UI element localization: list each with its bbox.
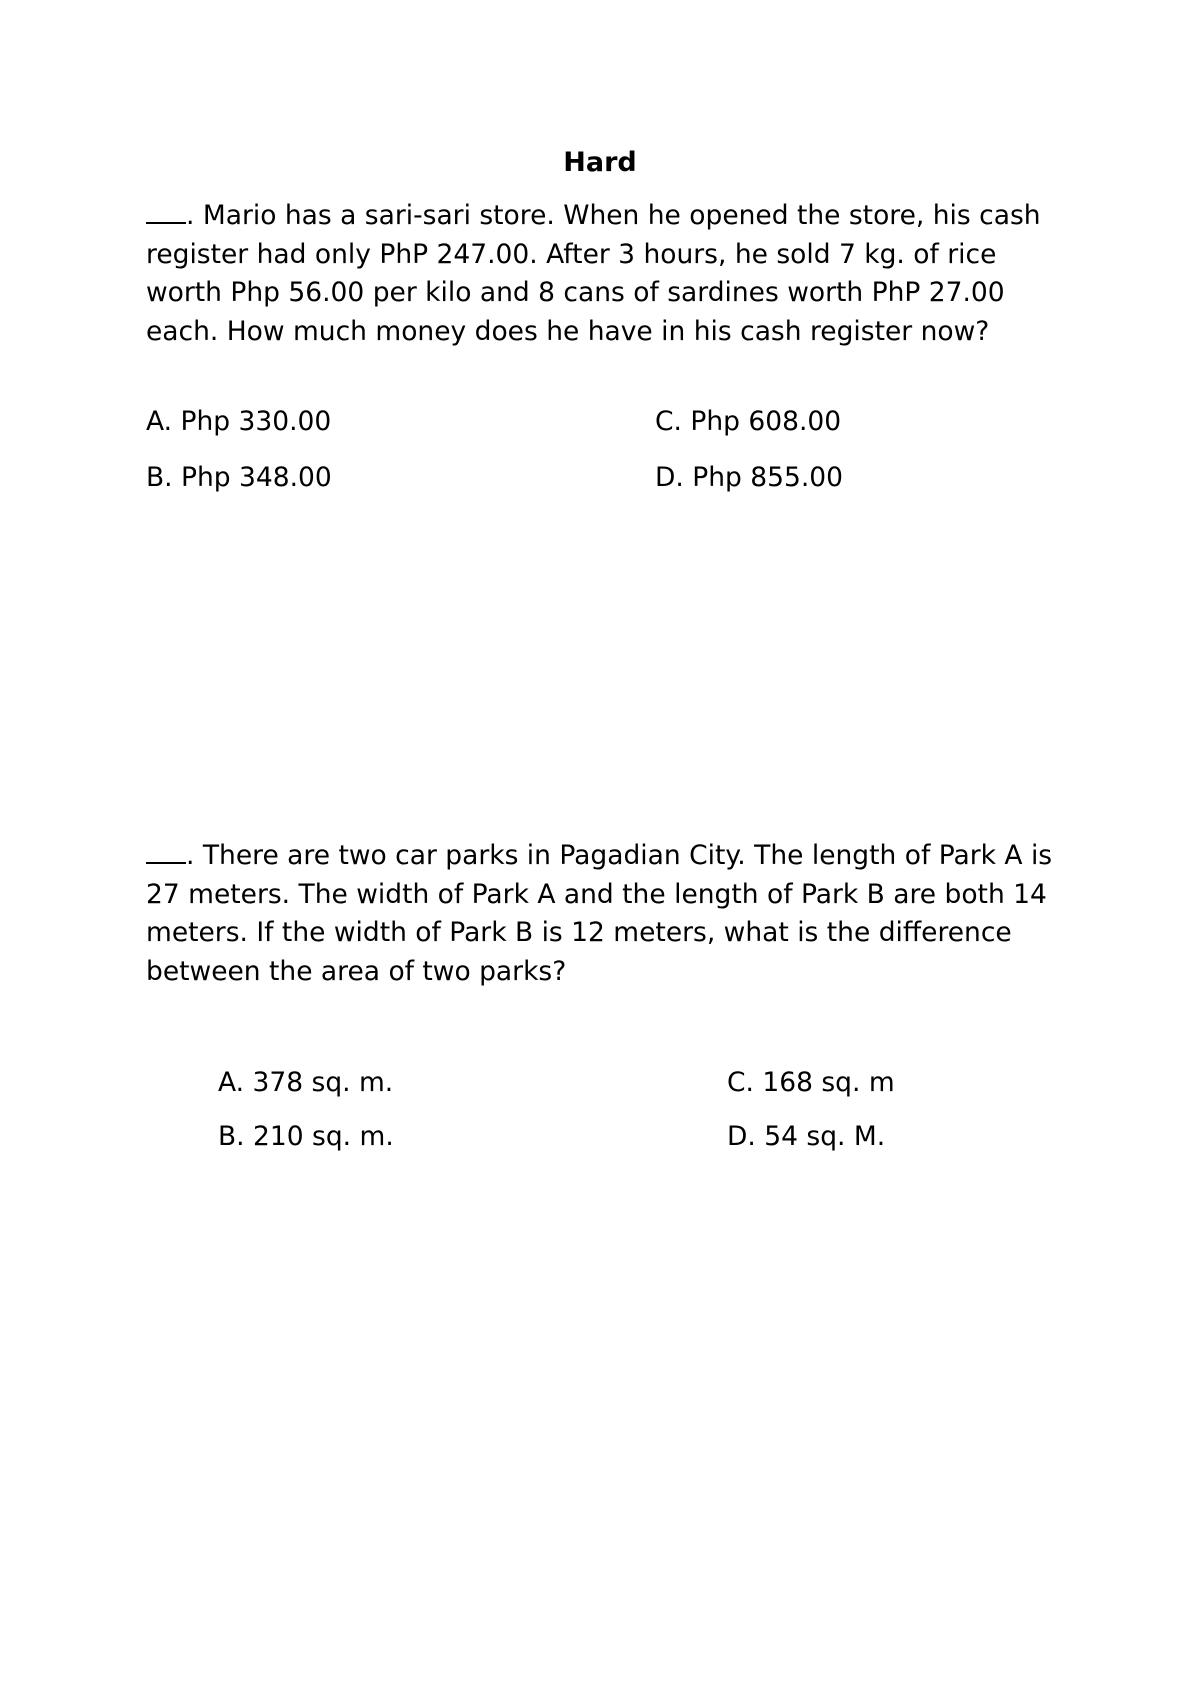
question-1-choice-b: B. Php 348.00 (146, 462, 332, 493)
question-1-choice-c: C. Php 608.00 (655, 406, 842, 437)
question-2-choice-d: D. 54 sq. M. (727, 1121, 886, 1152)
question-2-text (146, 837, 1066, 991)
page-title: Hard (563, 147, 637, 178)
question-2-choice-b: B. 210 sq. m. (218, 1121, 394, 1152)
answer-blank[interactable] (146, 200, 186, 224)
question-2-body: . There are two car parks in Pagadian City. The length of Park A is 27 meters. The width of Park A and the length of Park B are both 14 meters. If the width of Park B is 12 meters, what is the difference between the area of two parks? (146, 840, 1053, 987)
question-1-choice-d: D. Php 855.00 (655, 462, 843, 493)
question-1-choice-a: A. Php 330.00 (146, 406, 332, 437)
question-2-choice-a: A. 378 sq. m. (218, 1067, 394, 1098)
question-1-text (146, 197, 1066, 351)
question-1-body: . Mario has a sari-sari store. When he opened the store, his cash register had only PhP 247.00. After 3 hours, he sold 7 kg. of rice worth Php 56.00 per kilo and 8 cans of sardines worth PhP 27.00 each. How much money does he have in his cash register now? (146, 200, 1041, 347)
question-2-choice-c: C. 168 sq. m (727, 1067, 895, 1098)
answer-blank[interactable] (146, 840, 186, 864)
